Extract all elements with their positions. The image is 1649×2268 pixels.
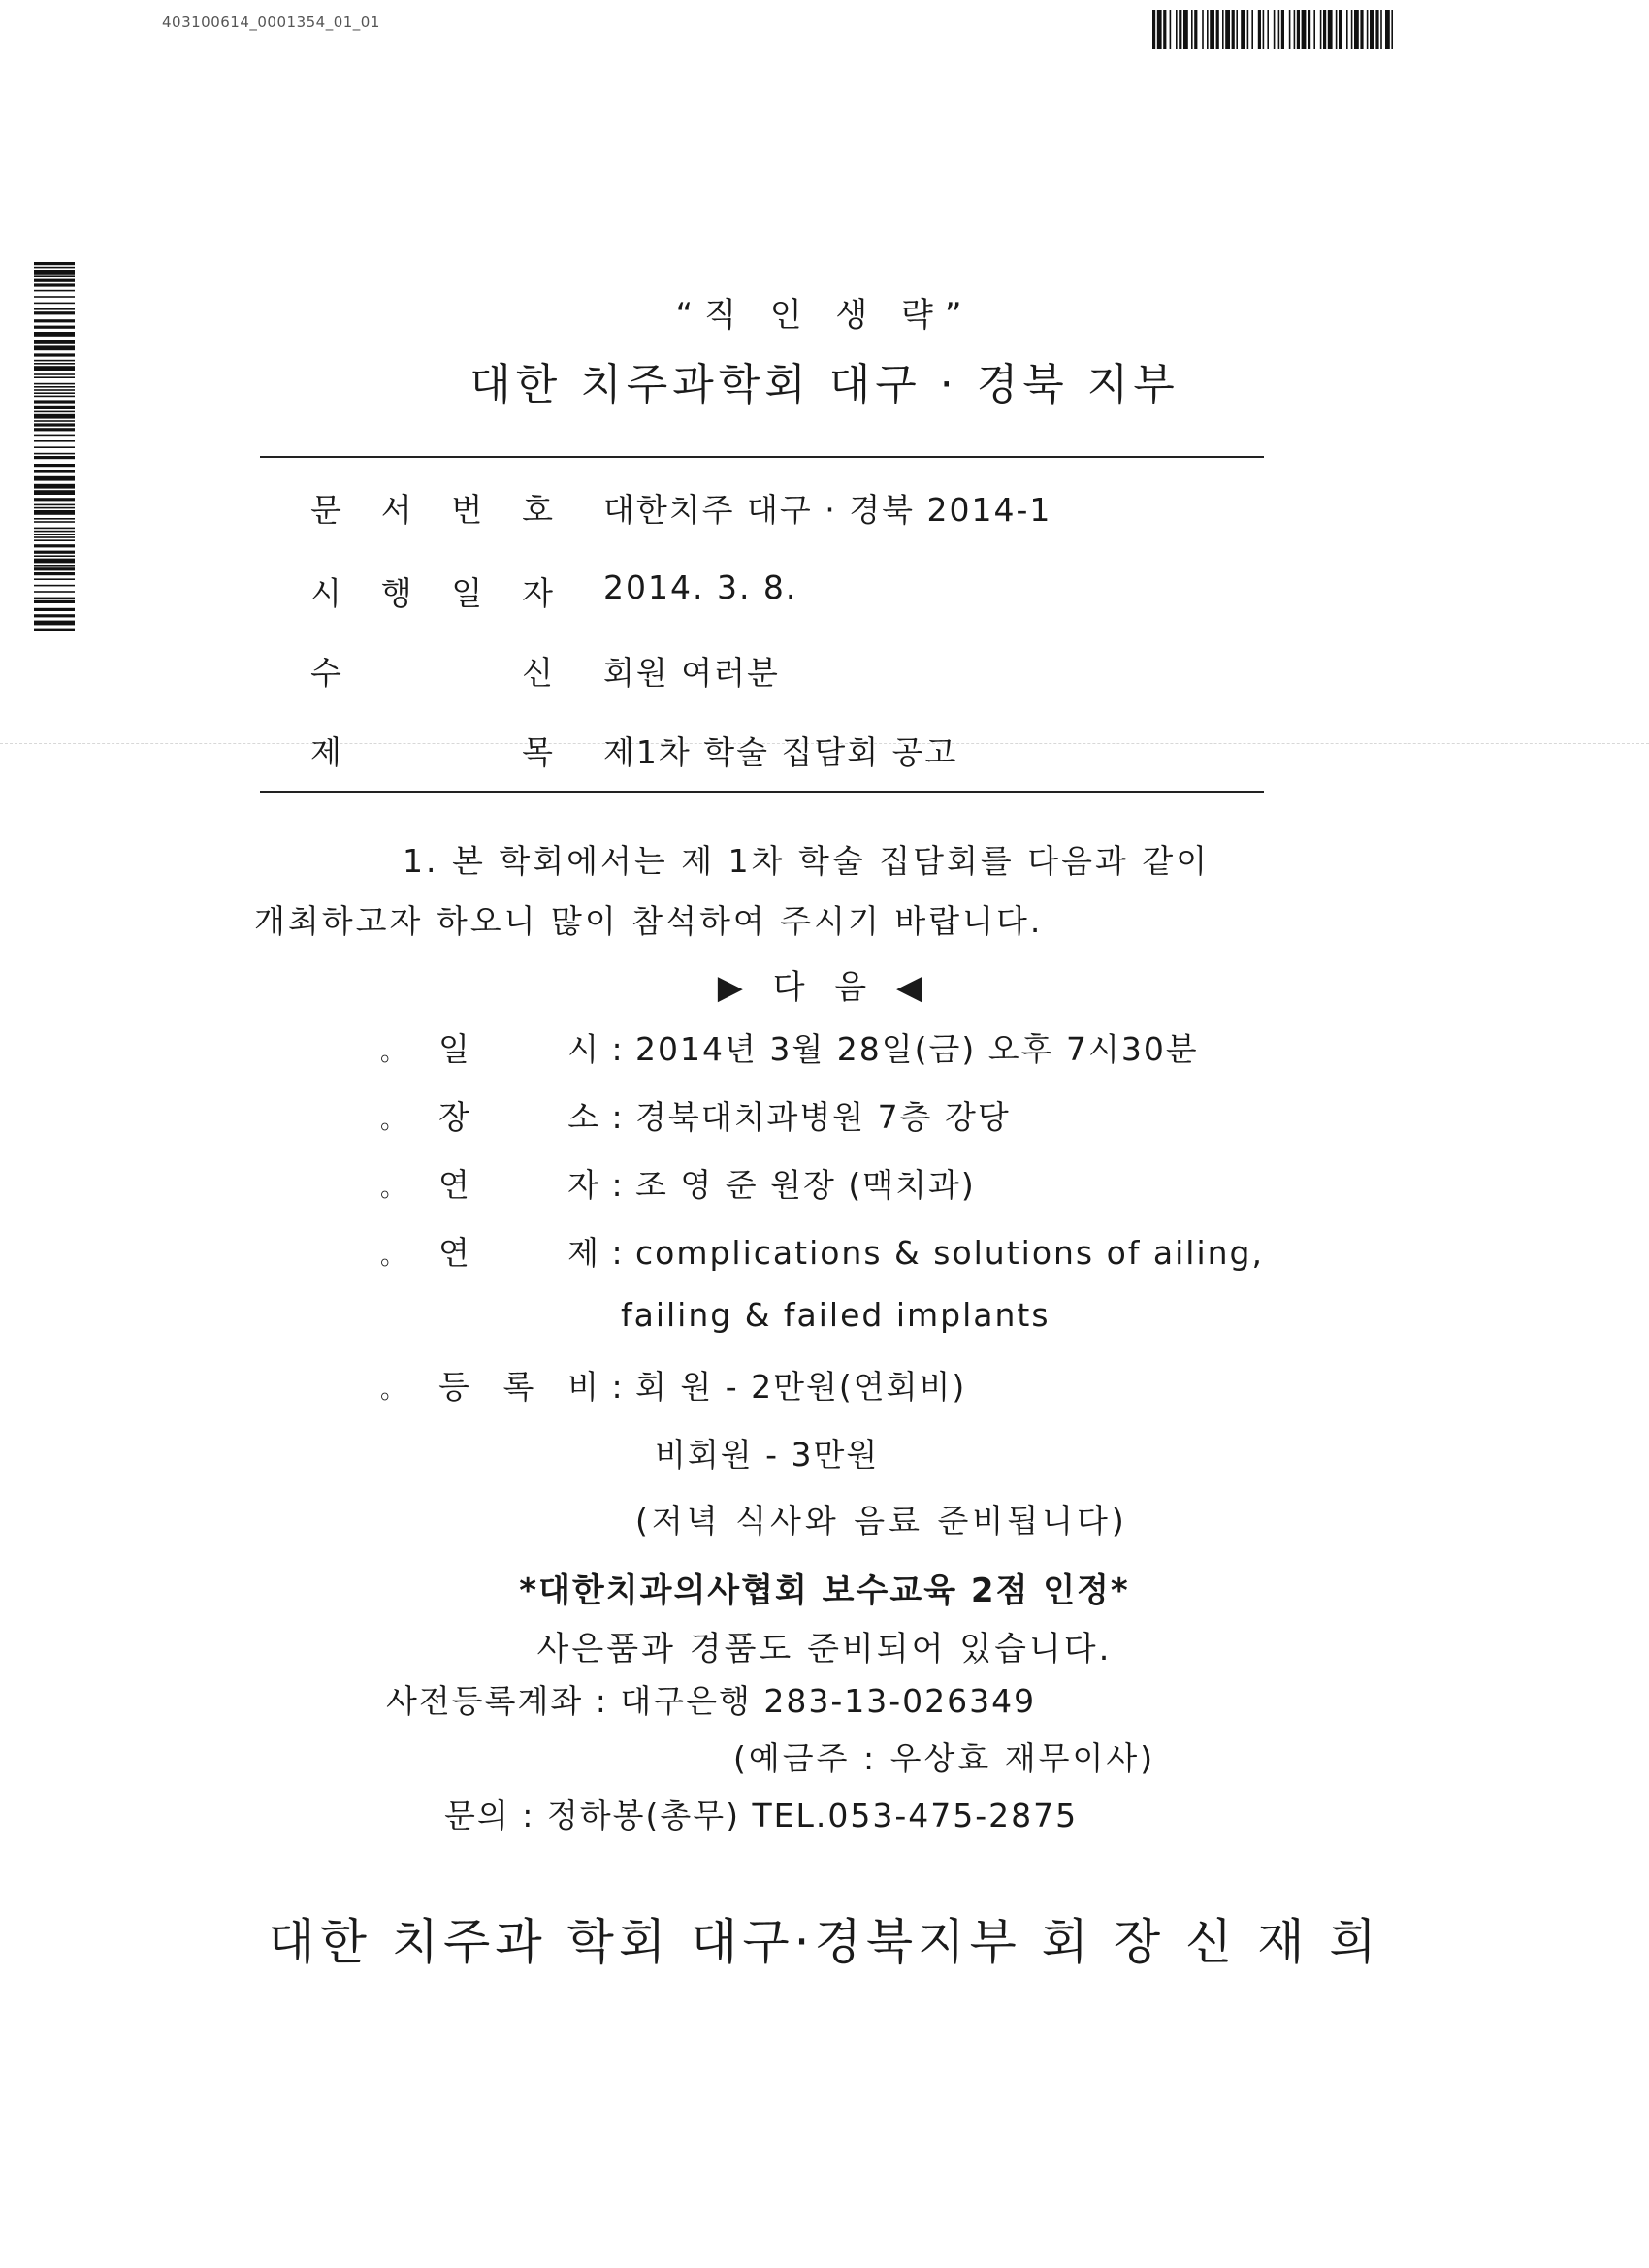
detail-speaker — [380, 1160, 976, 1206]
colon: : — [611, 1234, 623, 1272]
bullet-symbol: 。 — [380, 1038, 406, 1067]
bullet-symbol: 。 — [380, 1174, 406, 1203]
meta-recipient — [310, 648, 780, 694]
intro-line-1: 1. 본 학회에서는 제 1차 학술 집담회를 다음과 같이 — [403, 842, 1211, 880]
detail-fee-note: (저녁 식사와 음료 준비됩니다) — [635, 1502, 1128, 1539]
signature-line: 대한 치주과 학회 대구·경북지부 회 장 신 재 희 — [268, 1914, 1381, 1970]
bullet-symbol: 。 — [380, 1242, 406, 1271]
detail-value: 경북대치과병원 7층 강당 — [635, 1098, 1011, 1136]
meta-value: 2014. 3. 8. — [603, 568, 798, 606]
meta-label: 문 서 번 호 — [310, 491, 553, 529]
detail-fee — [380, 1362, 966, 1408]
registration-account: 사전등록계좌 : 대구은행 283-13-026349 — [386, 1682, 1037, 1720]
bullet-symbol: 。 — [380, 1106, 406, 1135]
meta-value: 제1차 학술 집담회 공고 — [603, 733, 958, 771]
detail-venue — [380, 1092, 1011, 1138]
detail-value: 회 원 - 2만원(연회비) — [635, 1368, 967, 1406]
meta-label: 수 신 — [310, 654, 553, 692]
meta-value: 대한치주 대구 · 경북 2014-1 — [603, 491, 1052, 529]
detail-label: 등 록 비 — [438, 1368, 598, 1406]
contact-info: 문의 : 정하봉(총무) TEL.053-475-2875 — [444, 1797, 1079, 1834]
header-rule-bottom — [260, 791, 1264, 793]
document-id: 403100614_0001354_01_01 — [162, 14, 380, 31]
bullet-symbol: 。 — [380, 1376, 406, 1405]
detail-value: complications & solutions of ailing, — [635, 1234, 1264, 1272]
meta-label: 제 목 — [310, 733, 553, 771]
colon: : — [611, 1030, 623, 1068]
meta-value: 회원 여러분 — [603, 654, 780, 692]
account-holder: (예금주 : 우상효 재무이사) — [733, 1739, 1156, 1777]
header-rule-top — [260, 456, 1264, 458]
detail-topic — [380, 1228, 1264, 1274]
detail-value: 2014년 3월 28일(금) 오후 7시30분 — [635, 1030, 1199, 1068]
organization-title: 대한 치주과학회 대구 · 경북 지부 — [469, 360, 1180, 409]
cme-credit-notice: *대한치과의사협회 보수교육 2점 인정* — [519, 1571, 1130, 1610]
gift-notice: 사은품과 경품도 준비되어 있습니다. — [536, 1630, 1113, 1669]
meta-issue-date — [310, 568, 797, 614]
stamp-omitted-notice: “직 인 생 략” — [675, 296, 974, 335]
intro-line-2: 개최하고자 하오니 많이 참석하여 주시기 바랍니다. — [254, 902, 1044, 940]
detail-fee-nonmember: 비회원 - 3만원 — [655, 1436, 880, 1474]
details-heading: ▶ 다 음 ◀ — [717, 968, 932, 1007]
barcode-top — [1152, 10, 1395, 49]
detail-label: 연 제 — [438, 1234, 598, 1272]
colon: : — [611, 1098, 623, 1136]
meta-label: 시 행 일 자 — [310, 574, 553, 612]
detail-label: 일 시 — [438, 1030, 598, 1068]
detail-topic-continuation: failing & failed implants — [621, 1296, 1051, 1334]
colon: : — [611, 1166, 623, 1204]
colon: : — [611, 1368, 623, 1406]
detail-datetime — [380, 1024, 1199, 1070]
detail-label: 장 소 — [438, 1098, 598, 1136]
meta-doc-number — [310, 485, 1051, 531]
detail-value: 조 영 준 원장 (맥치과) — [635, 1166, 976, 1204]
detail-label: 연 자 — [438, 1166, 598, 1204]
meta-subject — [310, 728, 957, 773]
